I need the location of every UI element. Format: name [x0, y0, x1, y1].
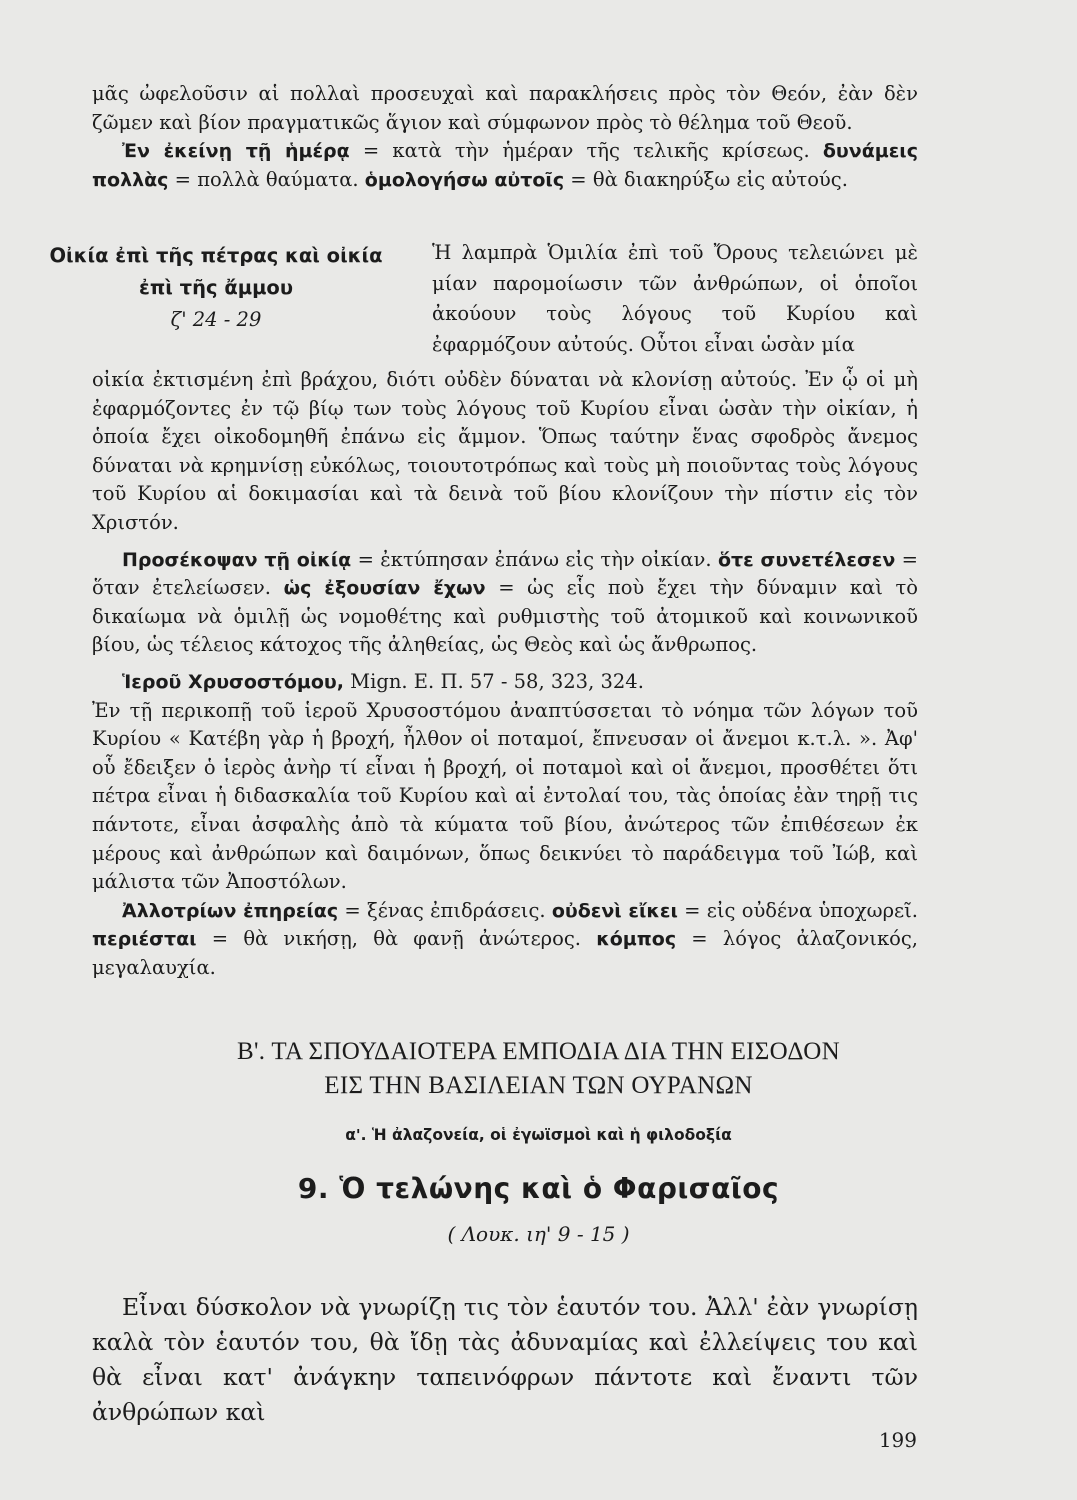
- gloss-paragraph-2: Προσέκοψαν τῇ οἰκίᾳ = ἐκτύπησαν ἐπάνω εἰς τὴν οἰκίαν. ὅτε συνετέλεσεν = ὅταν ἐτελείωσεν. ὡς ἐξουσίαν ἔχων = ὡς εἷς ποὺ ἔχει τὴν δύναμιν καὶ τὸ δικαίωμα νὰ ὁμιλῇ ὡς νομοθέτης καὶ ρυθμιστὴς τοῦ ἀτομικοῦ καὶ κοινωνικοῦ βίου, ὡς τέλειος κάτοχος τῆς ἀληθείας, ὡς Θεὸς καὶ ὡς ἄνθρωπος.: [92, 547, 918, 657]
- subsection-heading: α'. Ἡ ἀλαζονεία, οἱ ἐγωϊσμοὶ καὶ ἡ φιλοδοξία: [345, 1126, 732, 1144]
- chrysostom-text: Ἐν τῇ περικοπῇ τοῦ ἱεροῦ Χρυσοστόμου ἀναπτύσσεται τὸ νόημα τῶν λόγων τοῦ Κυρίου « Κατέβη γὰρ ἡ βροχή, ἦλθον οἱ ποταμοί, ἔπνευσαν οἱ ἄνεμοι κ.τ.λ. ». Ἀφ' οὗ ἔδειξεν ὁ ἱερὸς ἀνὴρ τί εἶναι ἡ βροχή, οἱ ποταμοὶ καὶ οἱ ἄνεμοι, προσθέτει ὅτι πέτρα εἶναι ἡ διδασκαλία τοῦ Κυρίου καὶ αἱ ἐντολαί του, τὰς ὁποίας ἐὰν τηρῇ τις πάντοτε, εἶναι ἀσφαλὴς ἀπὸ τὰ κύματα τοῦ βίου, ἀνώτερος τῶν ἐπιθέσεων ἐκ μέρους καὶ ἀνθρώπων καὶ δαιμόνων, ὅπως δεικνύει τὸ παράδειγμα τοῦ Ἰώβ, καὶ μάλιστα τῶν Ἀποστόλων.: [92, 698, 918, 894]
- top-block: [92, 80, 918, 194]
- main-block: [92, 366, 918, 982]
- chapter-opening-text: Εἶναι δύσκολον νὰ γνωρίζῃ τις τὸν ἑαυτόν του. Ἀλλ' ἐὰν γνωρίσῃ καλὰ τὸν ἑαυτόν του, θὰ ἴδῃ τὰς ἀδυναμίας καὶ ἐλλείψεις του καὶ θὰ εἶναι κατ' ἀνάγκην ταπεινόφρων πάντοτε καὶ ἔναντι τῶν ἀνθρώπων καὶ: [92, 1293, 918, 1426]
- part-heading-line-2: ΕΙΣ ΤΗΝ ΒΑΣΙΛΕΙΑΝ ΤΩΝ ΟΥΡΑΝΩΝ: [324, 1072, 753, 1099]
- gloss-paragraph-1: Ἐν ἐκείνῃ τῇ ἡμέρᾳ = κατὰ τὴν ἡμέραν τῆς τελικῆς κρίσεως. δυνάμεις πολλὰς = πολλὰ θαύματα. ὁμολογήσω αὐτοῖς = θὰ διακηρύξω εἰς αὐτούς.: [92, 139, 918, 191]
- page-number: 199: [878, 1428, 917, 1452]
- chapter-title: 9. Ὁ τελώνης καὶ ὁ Φαρισαῖος: [297, 1172, 780, 1205]
- gloss-paragraph-3: Ἀλλοτρίων ἐπηρείας = ξένας ἐπιδράσεις. οὐδενὶ εἴκει = εἰς οὐδένα ὑποχωρεῖ. περιέσται = θὰ νικήσῃ, θὰ φανῇ ἀνώτερος. κόμπος = λόγος ἀλαζονικός, μεγαλαυχία.: [92, 898, 918, 979]
- chrysostom-heading: Ἱεροῦ Χρυσοστόμου, Mign. E. Π. 57 - 58, 323, 324.: [122, 669, 644, 693]
- section-reference: ζ' 24 - 29: [170, 308, 262, 331]
- paragraph-intro: μᾶς ὠφελοῦσιν αἱ πολλαὶ προσευχαὶ καὶ παρακλήσεις πρὸς τὸν Θεόν, ἐὰν δὲν ζῶμεν καὶ βίον πραγματικῶς ἅγιον καὶ σύμφωνον πρὸς τὸ θέλημα τοῦ Θεοῦ.: [92, 82, 918, 134]
- section-title: Οἰκία ἐπὶ τῆς πέτρας καὶ οἰκία ἐπὶ τῆς ἄμμου ζ' 24 - 29: [30, 240, 402, 336]
- chapter-reference: ( Λουκ. ιη' 9 - 15 ): [447, 1222, 630, 1246]
- section-continuation: οἰκία ἐκτισμένη ἐπὶ βράχου, διότι οὐδὲν δύναται νὰ κλονίσῃ αὐτούς. Ἐν ᾧ οἱ μὴ ἐφαρμόζοντες ἐν τῷ βίῳ των τοὺς λόγους τοῦ Κυρίου εἶναι ὡσὰν τὴν οἰκίαν, ἡ ὁποία ἔχει οἰκοδομηθῆ ἐπάνω εἰς ἄμμον. Ὅπως ταύτην ἕνας σφοδρὸς ἄνεμος δύναται νὰ κρημνίσῃ εὐκόλως, τοιουτοτρόπως καὶ τοὺς μὴ ποιοῦντας τοὺς λόγους τοῦ Κυρίου αἱ δοκιμασίαι καὶ τὰ δεινὰ τοῦ βίου κλονίζουν τὴν πίστιν εἰς τὸν Χριστόν.: [92, 368, 918, 534]
- section-intro-text: Ἡ λαμπρὰ Ὁμιλία ἐπὶ τοῦ Ὄρους τελειώνει μὲ μίαν παρομοίωσιν τῶν ἀνθρώπων, οἱ ὁποῖοι ἀκούουν τοὺς λόγους τοῦ Κυρίου καὶ ἐφαρμόζουν αὐτούς. Οὗτοι εἶναι ὡσὰν μία: [432, 241, 918, 356]
- part-heading-line-1: Β'. ΤΑ ΣΠΟΥΔΑΙΟΤΕΡΑ ΕΜΠΟΔΙΑ ΔΙΑ ΤΗΝ ΕΙΣΟΔΟΝ: [236, 1038, 841, 1065]
